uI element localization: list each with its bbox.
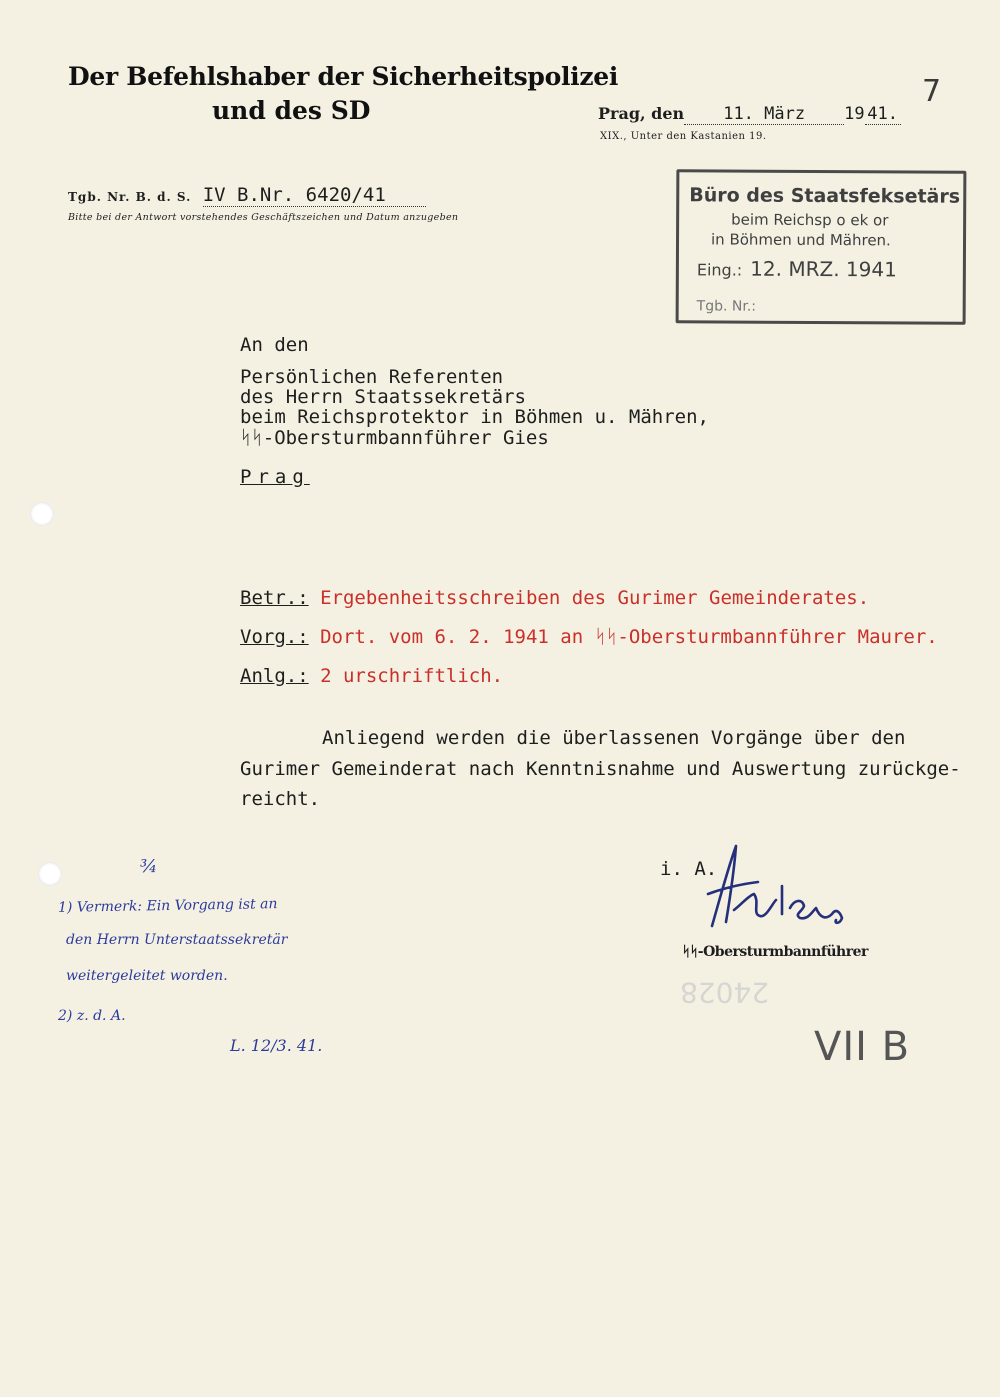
receipt-stamp bbox=[676, 169, 967, 325]
reference-hint: Bitte bei der Antwort vorstehendes Geschäftszeichen und Datum anzugeben bbox=[68, 212, 459, 223]
recipient-line-3: des Herrn Staatssekretärs bbox=[240, 386, 526, 408]
recipient-line-5: ᛋᛋ-Obersturmbannführer Gies bbox=[240, 427, 549, 449]
handwritten-note-line-4: 2) z. d. A. bbox=[58, 1008, 126, 1024]
subject-line bbox=[240, 587, 869, 609]
body-line-2: Gurimer Gemeinderat nach Kenntnisnahme und Auswertung zurückge- bbox=[240, 758, 961, 780]
reference-prefix: Tgb. Nr. B. d. S. bbox=[68, 190, 192, 204]
marginal-department-mark: VII B bbox=[814, 1024, 911, 1070]
handwritten-note-line-2: den Herrn Unterstaatssekretär bbox=[66, 932, 288, 948]
year-prefix: 19 bbox=[844, 104, 865, 124]
recipient-line-4: beim Reichsprotektor in Böhmen u. Mähren, bbox=[240, 406, 709, 428]
stamp-received-label: Eing.: bbox=[696, 260, 743, 280]
stamp-line-2: beim Reichsp o ek or bbox=[731, 210, 889, 230]
sender-address: XIX., Unter den Kastanien 19. bbox=[600, 131, 767, 142]
recipient-city: Prag bbox=[240, 466, 310, 488]
recipient-line-2: Persönlichen Referenten bbox=[240, 366, 504, 388]
attachment-line bbox=[240, 665, 503, 687]
punch-hole-bottom bbox=[38, 862, 62, 886]
reference-number: IV B.Nr. 6420/41 bbox=[203, 184, 426, 207]
handwritten-note-line-1: 1) Vermerk: Ein Vorgang ist an bbox=[57, 896, 278, 916]
page-number: 7 bbox=[922, 74, 942, 109]
subject-text: Ergebenheitsschreiben des Gurimer Gemeinderates. bbox=[320, 587, 870, 609]
stamp-date: 12. MRZ. 1941 bbox=[750, 256, 897, 282]
handwritten-signature bbox=[690, 838, 860, 938]
signature-rank: ᛋᛋ-Obersturmbannführer bbox=[682, 944, 868, 960]
punch-hole-top bbox=[30, 502, 54, 526]
recipient-line-1: An den bbox=[240, 334, 309, 356]
faint-registry-number: 24028 bbox=[680, 976, 770, 1009]
reference-line bbox=[68, 184, 426, 207]
previous-text: Dort. vom 6. 2. 1941 an ᛋᛋ-Obersturmbannführer Maurer. bbox=[320, 626, 938, 648]
previous-label: Vorg.: bbox=[240, 626, 309, 648]
previous-line bbox=[240, 626, 938, 648]
year-suffix: 41. bbox=[865, 104, 901, 125]
letterhead-line-1: Der Befehlshaber der Sicherheitspolizei bbox=[68, 62, 619, 91]
body-line-3: reicht. bbox=[240, 788, 321, 810]
stamp-tgb: Tgb. Nr.: bbox=[696, 298, 757, 315]
place-date-line bbox=[598, 104, 901, 125]
place-label: Prag, den bbox=[598, 104, 685, 123]
stamp-line-1: Büro des Staatsfeksetärs bbox=[689, 184, 961, 208]
stamp-line-3: in Böhmen und Mähren. bbox=[710, 230, 891, 250]
letterhead-line-2: und des SD bbox=[212, 96, 371, 125]
date-day-month: 11. März bbox=[684, 104, 844, 125]
signature-ia: i. A. bbox=[660, 858, 718, 880]
handwritten-note-line-3: weitergeleitet worden. bbox=[66, 968, 228, 984]
stamp-received bbox=[697, 256, 897, 281]
handwritten-mark: ¾ bbox=[140, 856, 158, 877]
body-line-1: Anliegend werden die überlassenen Vorgänge über den bbox=[322, 727, 906, 749]
attachment-label: Anlg.: bbox=[240, 665, 309, 687]
handwritten-note-initials-date: L. 12/3. 41. bbox=[230, 1036, 323, 1055]
subject-label: Betr.: bbox=[240, 587, 309, 609]
attachment-text: 2 urschriftlich. bbox=[320, 665, 504, 687]
